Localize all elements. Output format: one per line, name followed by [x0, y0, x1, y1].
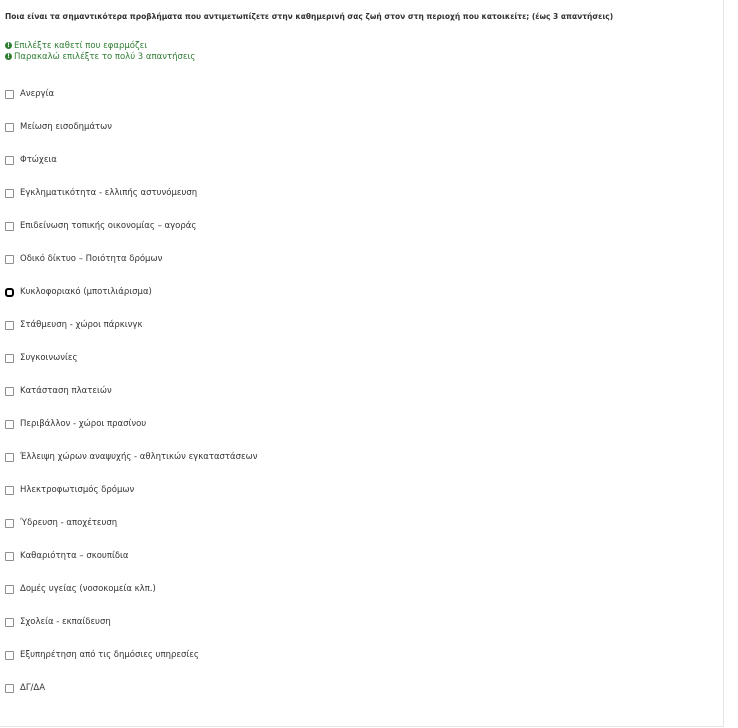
option-label[interactable]: Εξυπηρέτηση από τις δημόσιες υπηρεσίες [20, 650, 199, 660]
option-cleanliness[interactable] [5, 548, 258, 581]
option-label[interactable]: Ύδρευση - αποχέτευση [20, 518, 118, 528]
option-income-reduction[interactable] [5, 119, 258, 152]
exclamation-circle-icon: ! [5, 53, 12, 60]
option-dont-know[interactable] [5, 680, 258, 713]
option-road-network[interactable] [5, 251, 258, 284]
option-public-services[interactable] [5, 647, 258, 680]
option-label[interactable]: Ηλεκτροφωτισμός δρόμων [20, 485, 135, 495]
checkbox[interactable] [5, 684, 14, 693]
option-label[interactable]: Φτώχεια [20, 155, 57, 165]
question-text: Ποια είναι τα σημαντικότερα προβλήματα που αντιμετωπίζετε στην καθημερινή σας ζωή στον στη περιοχή που κατοικείτε; (έως 3 απαντήσεις) [5, 12, 614, 21]
checkbox[interactable] [5, 585, 14, 594]
option-unemployment[interactable] [5, 86, 258, 119]
checkbox[interactable] [5, 420, 14, 429]
option-water-sewage[interactable] [5, 515, 258, 548]
option-label[interactable]: Στάθμευση - χώροι πάρκινγκ [20, 320, 143, 330]
option-health-facilities[interactable] [5, 581, 258, 614]
option-label[interactable]: Οδικό δίκτυο – Ποιότητα δρόμων [20, 254, 163, 264]
option-label[interactable]: Εγκληματικότητα - ελλιπής αστυνόμευση [20, 188, 198, 198]
option-label[interactable]: Έλλειψη χώρων αναψυχής - αθλητικών εγκαταστάσεων [20, 452, 258, 462]
option-environment[interactable] [5, 416, 258, 449]
checkbox[interactable] [5, 354, 14, 363]
option-schools[interactable] [5, 614, 258, 647]
option-squares[interactable] [5, 383, 258, 416]
tip-select-all-applicable [5, 40, 195, 51]
option-label[interactable]: Επιδείνωση τοπικής οικονομίας – αγοράς [20, 221, 197, 231]
option-street-lighting[interactable] [5, 482, 258, 515]
checkbox[interactable] [5, 486, 14, 495]
option-label[interactable]: Συγκοινωνίες [20, 353, 78, 363]
checkbox[interactable] [5, 618, 14, 627]
checkbox[interactable] [5, 156, 14, 165]
option-label[interactable]: Δομές υγείας (νοσοκομεία κλπ.) [20, 584, 156, 594]
checkbox[interactable] [5, 387, 14, 396]
exclamation-circle-icon: ! [5, 42, 12, 49]
tips-area [5, 40, 195, 62]
tip-text: Παρακαλώ επιλέξτε το πολύ 3 απαντήσεις [14, 51, 196, 62]
tip-max-three [5, 51, 195, 62]
checkbox[interactable] [5, 321, 14, 330]
checkbox[interactable] [5, 651, 14, 660]
option-public-transport[interactable] [5, 350, 258, 383]
tip-text: Επιλέξτε καθετί που εφαρμόζει [14, 40, 148, 51]
option-label[interactable]: Καθαριότητα – σκουπίδια [20, 551, 129, 561]
option-label[interactable]: Κατάσταση πλατειών [20, 386, 112, 396]
checkbox[interactable] [5, 453, 14, 462]
option-crime[interactable] [5, 185, 258, 218]
checkbox[interactable] [5, 90, 14, 99]
option-local-economy[interactable] [5, 218, 258, 251]
options-list [5, 86, 258, 713]
checkbox[interactable] [5, 189, 14, 198]
checkbox[interactable] [5, 288, 14, 297]
option-recreation[interactable] [5, 449, 258, 482]
checkbox[interactable] [5, 519, 14, 528]
option-label[interactable]: Μείωση εισοδημάτων [20, 122, 113, 132]
option-label[interactable]: Περιβάλλον - χώροι πρασίνου [20, 419, 147, 429]
option-poverty[interactable] [5, 152, 258, 185]
option-label[interactable]: Κυκλοφοριακό (μποτιλιάρισμα) [20, 287, 152, 297]
option-traffic[interactable] [5, 284, 258, 317]
checkbox[interactable] [5, 255, 14, 264]
option-label[interactable]: Σχολεία - εκπαίδευση [20, 617, 111, 627]
option-parking[interactable] [5, 317, 258, 350]
option-label[interactable]: ΔΓ/ΔΑ [20, 683, 46, 693]
checkbox[interactable] [5, 222, 14, 231]
option-label[interactable]: Ανεργία [20, 89, 55, 99]
checkbox[interactable] [5, 123, 14, 132]
checkbox[interactable] [5, 552, 14, 561]
